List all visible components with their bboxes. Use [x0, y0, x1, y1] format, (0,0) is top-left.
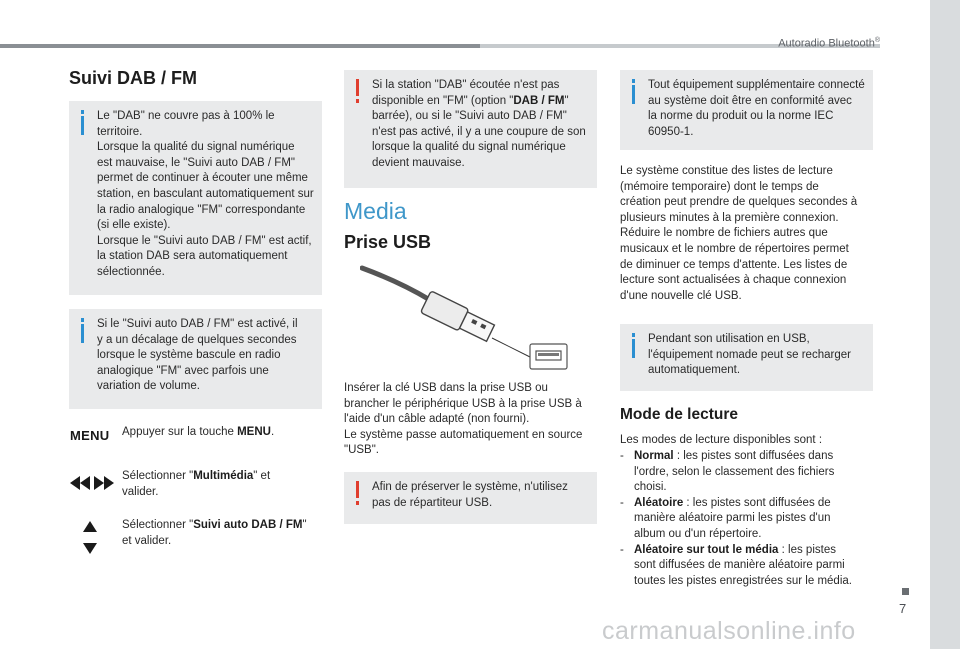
- header-rule-dark: [0, 44, 480, 48]
- text-line: territoire.: [97, 125, 143, 138]
- text-line: d'une nouvelle clé USB.: [620, 289, 742, 302]
- text-line: l'équipement nomade peut se recharger: [648, 348, 851, 361]
- play-mode-item: - Normal : les pistes sont diffusées dans l'ordre, selon le classement des fichiers choisi.: [620, 450, 835, 494]
- section-title-mode: Mode de lecture: [620, 406, 738, 423]
- text-line: (mémoire temporaire) dont le temps de: [620, 180, 819, 193]
- info-note-dab: [69, 101, 322, 295]
- text-line: de diminuer ce temps d'attente. Les listes de: [620, 258, 848, 271]
- text-line: Le système constitue des listes de lecture: [620, 165, 833, 177]
- text-line: n'est pas activé, il y a une coupure de son: [372, 125, 586, 138]
- play-mode-item: - Aléatoire sur tout le média : les pistes sont diffusées de manière aléatoire parmi toutes les pistes enregistrées sur le média.: [620, 543, 852, 587]
- text-line: "USB".: [344, 444, 380, 457]
- text-line: Si la station "DAB" écoutée n'est pas: [372, 79, 560, 91]
- chapter-header: Autoradio Bluetooth®: [778, 37, 880, 50]
- text-line: est mauvaise, le "Suivi auto DAB / FM": [97, 156, 295, 169]
- text-line: la station DAB sera automatiquement: [97, 250, 288, 263]
- text-line: au système doit être en conformité avec: [648, 94, 852, 107]
- info-note-volume-text: [97, 317, 314, 395]
- text-line: Lorsque la qualité du signal numérique: [97, 141, 295, 154]
- info-note-iec: [620, 70, 873, 150]
- text-line: (si elle existe).: [97, 219, 171, 232]
- warning-icon: [352, 79, 366, 105]
- page-end-marker: [902, 588, 909, 595]
- warning-note-usb: [344, 472, 597, 524]
- step-select-suivi: Sélectionner "Suivi auto DAB / FM" et valider.: [122, 519, 307, 547]
- text-line: 60950-1.: [648, 125, 694, 138]
- text-line: devient mauvaise.: [372, 156, 465, 169]
- warning-icon: [352, 481, 366, 507]
- warning-note-usb-text: [372, 480, 589, 511]
- play-mode-item: - Aléatoire : les pistes sont diffusées de manière aléatoire parmi les pistes d'un album ou d'un répertoire.: [620, 496, 831, 540]
- watermark: carmanualsonline.info: [602, 617, 856, 645]
- text-line: lecture sont actualisées à chaque connexion: [620, 274, 847, 287]
- warning-note-dab: [344, 70, 597, 188]
- text-line: Lorsque le "Suivi auto DAB / FM" est actif,: [97, 234, 312, 247]
- info-note-charging: [620, 324, 873, 391]
- section-title-usb: Prise USB: [344, 232, 432, 252]
- warning-note-dab-text: [372, 78, 589, 172]
- text-line: analogique "FM" avec parfois une: [97, 364, 269, 377]
- text-line: l'aide d'un câble adapté (non fourni).: [344, 413, 530, 426]
- text-line: la norme du produit ou la norme IEC: [648, 110, 834, 123]
- text-line: création peut prendre de quelques secondes à: [620, 196, 858, 209]
- text-line: brancher le périphérique USB à la prise USB à: [344, 397, 582, 410]
- text-line: lorsque le système bascule en radio: [97, 349, 281, 362]
- usb-plug-illustration: [360, 262, 575, 374]
- menu-key-icon: MENU: [70, 428, 110, 443]
- info-note-charging-text: [648, 332, 865, 379]
- info-icon: [77, 110, 91, 136]
- page-number: 7: [899, 601, 907, 616]
- text-line: musicaux et le nombre de répertoires permet: [620, 242, 849, 255]
- text-line: permet de continuer à écouter une même: [97, 172, 308, 185]
- text-line: Insérer la clé USB dans la prise USB ou: [344, 382, 548, 394]
- text-line: disponible en "FM" (option "DAB / FM": [372, 94, 569, 107]
- info-icon: [628, 79, 642, 105]
- chapter-title-media: Media: [344, 198, 407, 224]
- text-line: la radio analogique "FM" correspondante: [97, 203, 306, 216]
- text-line: Réduire le nombre de fichiers autres que: [620, 227, 828, 240]
- left-right-arrows-icon: [70, 475, 114, 491]
- text-line: automatiquement.: [648, 364, 741, 377]
- text-line: Le "DAB" ne couvre pas à 100% le: [97, 110, 275, 122]
- step-select-multimedia: Sélectionner "Multimédia" et valider.: [122, 470, 271, 498]
- text-line: sélectionnée.: [97, 265, 165, 278]
- info-icon: [77, 318, 91, 344]
- text-line: Le système passe automatiquement en source: [344, 428, 583, 441]
- text-line: Tout équipement supplémentaire connecté: [648, 79, 865, 91]
- info-note-dab-text: [97, 109, 314, 281]
- text-line: Si le "Suivi auto DAB / FM" est activé, il: [97, 318, 298, 330]
- info-note-iec-text: [648, 78, 865, 140]
- section-title-dab-fm: Suivi DAB / FM: [69, 68, 198, 88]
- text-line: barrée), ou si le "Suivi auto DAB / FM": [372, 110, 567, 123]
- page-side-strip: [930, 0, 960, 649]
- up-down-arrows-icon: [83, 521, 97, 555]
- text-line: Pendant son utilisation en USB,: [648, 333, 810, 345]
- mode-intro: Les modes de lecture disponibles sont :: [620, 434, 823, 446]
- info-note-volume: [69, 309, 322, 409]
- usb-instructions: [344, 381, 599, 459]
- playlist-explanation: [620, 164, 880, 304]
- text-line: variation de volume.: [97, 380, 200, 393]
- text-line: lorsque la qualité du signal numérique: [372, 141, 566, 154]
- text-line: Afin de préserver le système, n'utilisez: [372, 481, 568, 493]
- step-press-menu: Appuyer sur la touche MENU.: [122, 426, 275, 438]
- text-line: pas de répartiteur USB.: [372, 496, 493, 509]
- text-line: plusieurs minutes à la première connexion.: [620, 211, 839, 224]
- info-icon: [628, 333, 642, 359]
- play-mode-list: [620, 449, 882, 589]
- text-line: station, en basculant automatiquement sur: [97, 187, 314, 200]
- text-line: y a un décalage de quelques secondes: [97, 333, 297, 346]
